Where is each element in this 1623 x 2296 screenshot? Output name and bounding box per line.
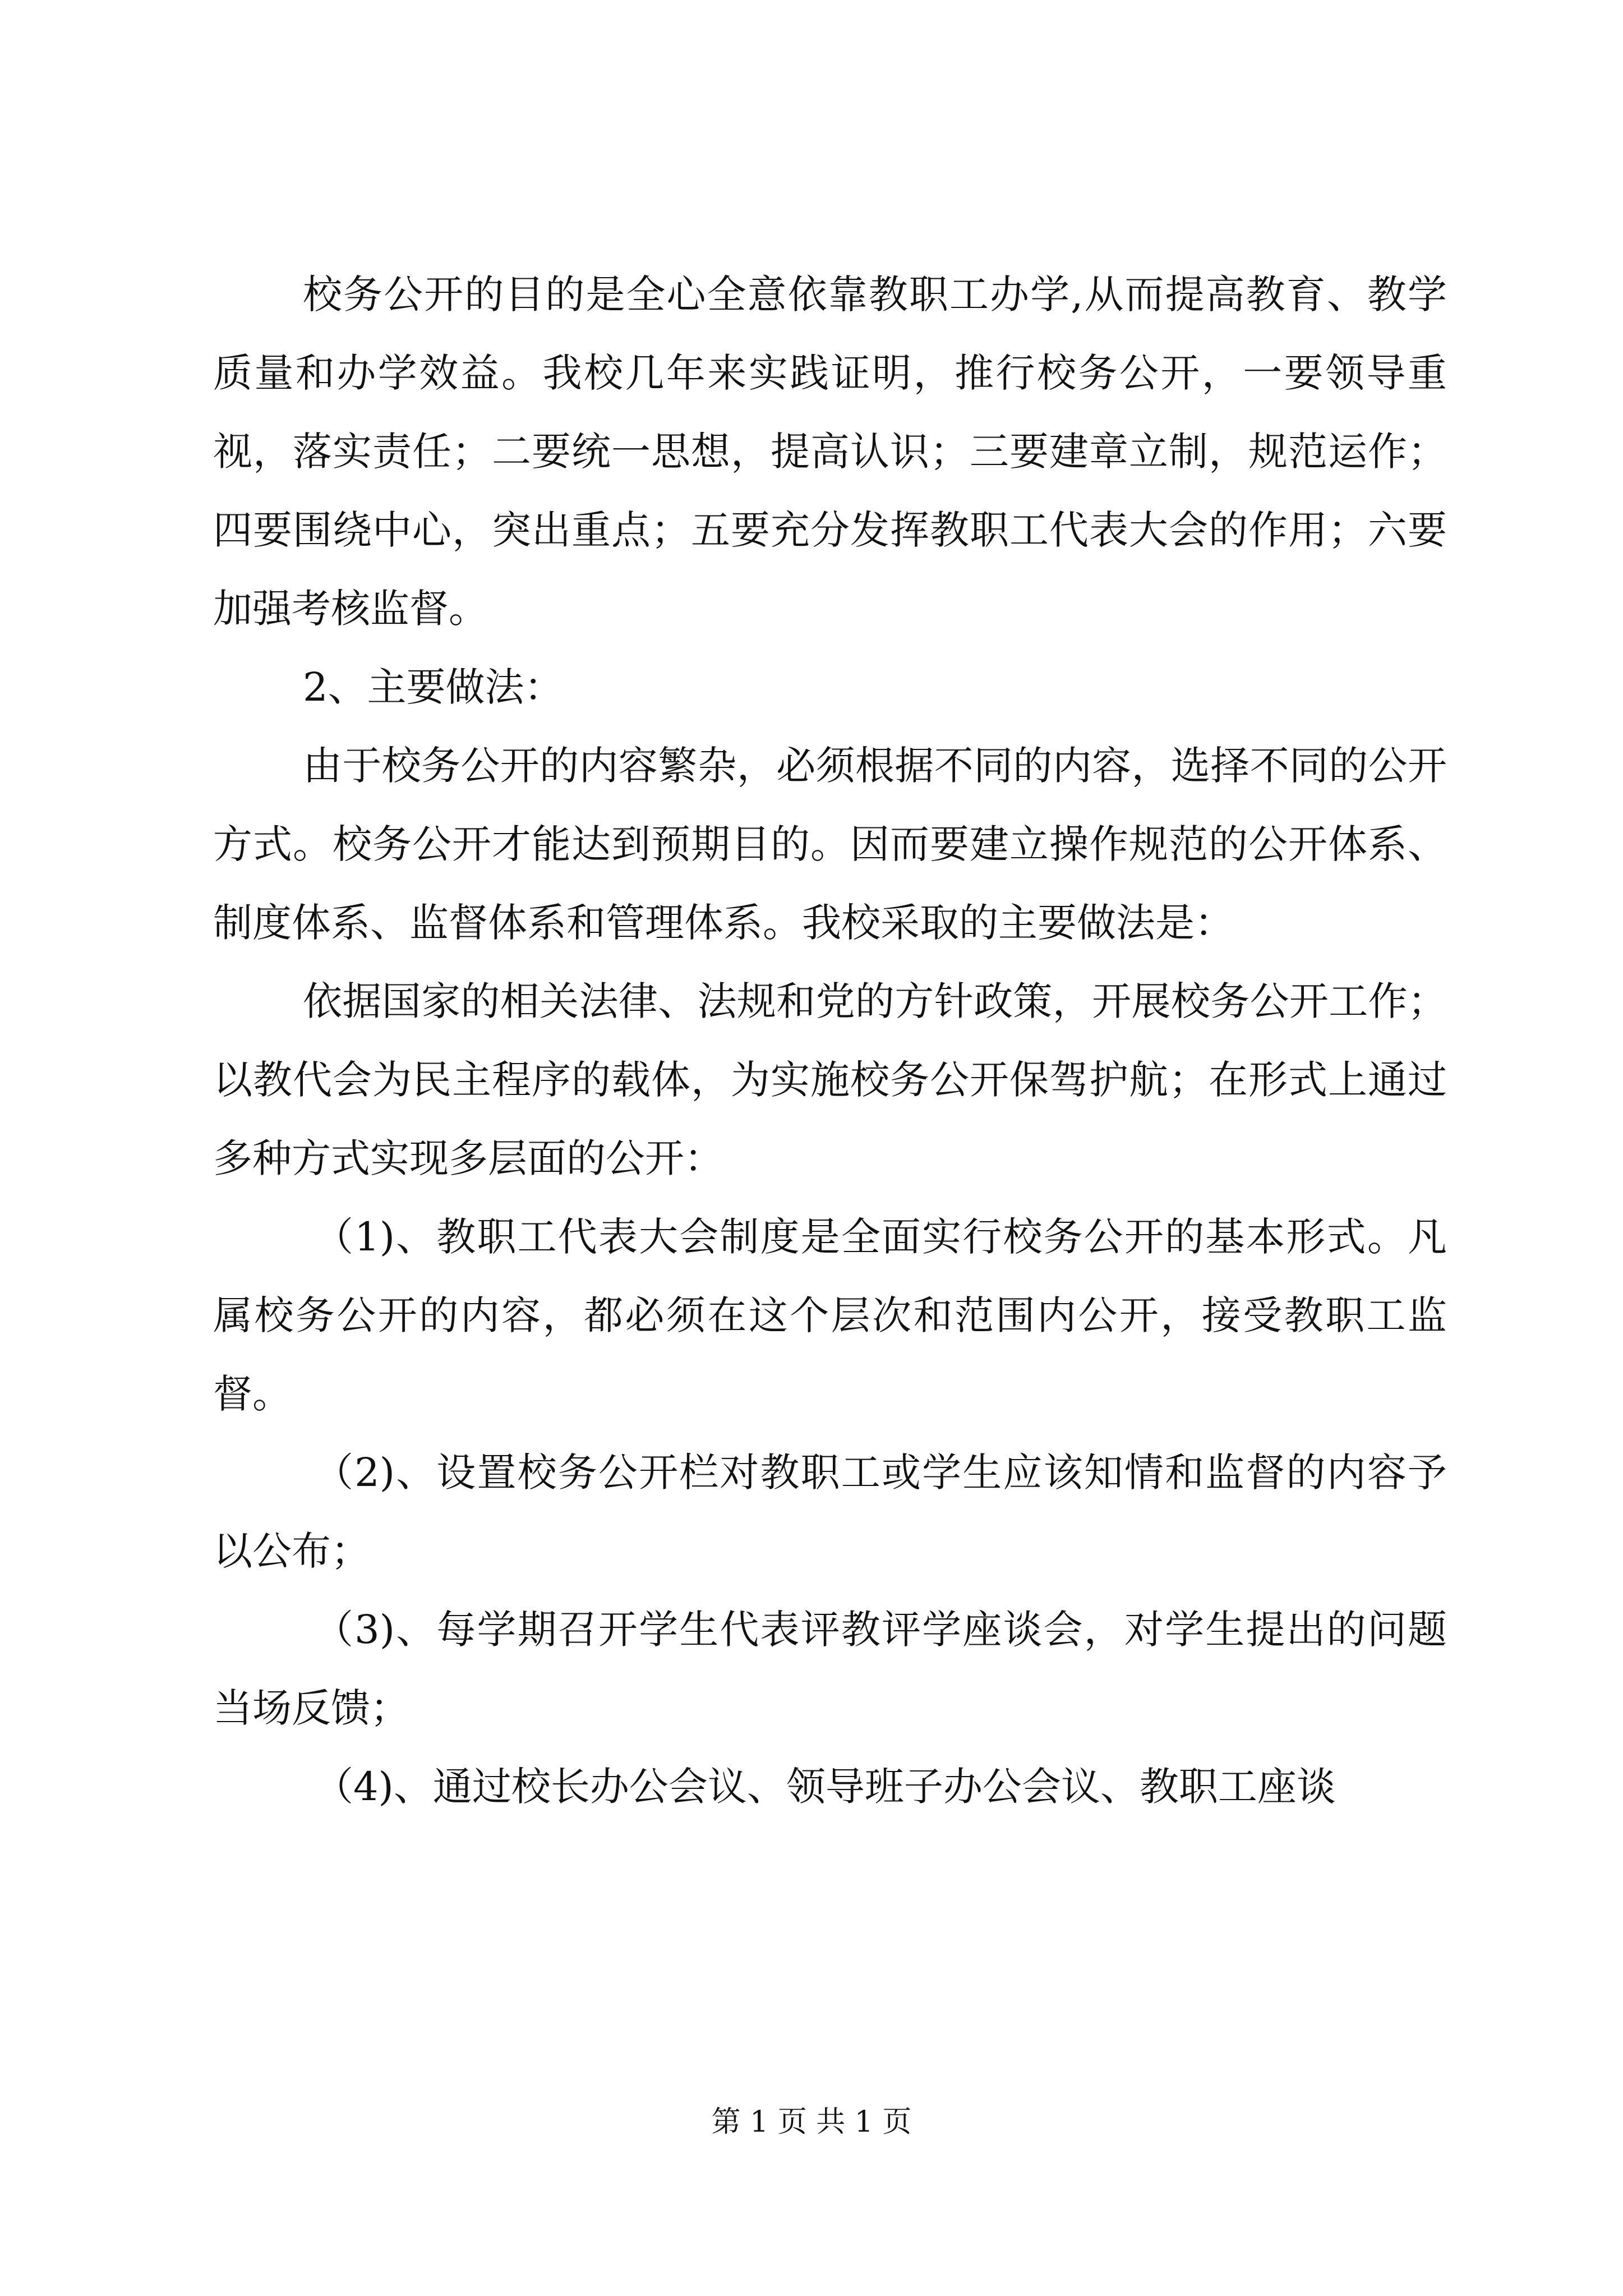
- list-item-2: （2)、设置校务公开栏对教职工或学生应该知情和监督的内容予以公布；: [213, 1450, 1447, 1574]
- page-footer: 第 1 页 共 1 页: [711, 2105, 912, 2139]
- paragraph-legal-basis: 依据国家的相关法律、法规和党的方针政策，开展校务公开工作；以教代会为民主程序的载体，为实施校务公开保驾护航；在形式上通过多种方式实现多层面的公开：: [213, 978, 1447, 1181]
- paragraph-methods-intro: 由于校务公开的内容繁杂，必须根据不同的内容，选择不同的公开方式。校务公开才能达到预期目的。因而要建立操作规范的公开体系、制度体系、监督体系和管理体系。我校采取的主要做法是：: [213, 743, 1447, 946]
- document-body: [213, 255, 1447, 1826]
- list-item-1: （1)、教职工代表大会制度是全面实行校务公开的基本形式。凡属校务公开的内容，都必须在这个层次和范围内公开，接受教职工监督。: [213, 1214, 1447, 1417]
- section-heading-main-methods: 2、主要做法：: [303, 664, 564, 710]
- list-item-4: （4)、通过校长办公会议、领导班子办公会议、教职工座谈: [314, 1764, 1336, 1810]
- paragraph-purpose: 校务公开的目的是全心全意依靠教职工办学,从而提高教育、教学质量和办学效益。我校几年来实践证明，推行校务公开，一要领导重视，落实责任；二要统一思想，提高认识；三要建章立制，规范运作；四要围绕中心，突出重点；五要充分发挥教职工代表大会的作用；六要加强考核监督。: [213, 272, 1447, 632]
- list-item-3: （3)、每学期召开学生代表评教评学座谈会，对学生提出的问题当场反馈；: [213, 1607, 1447, 1731]
